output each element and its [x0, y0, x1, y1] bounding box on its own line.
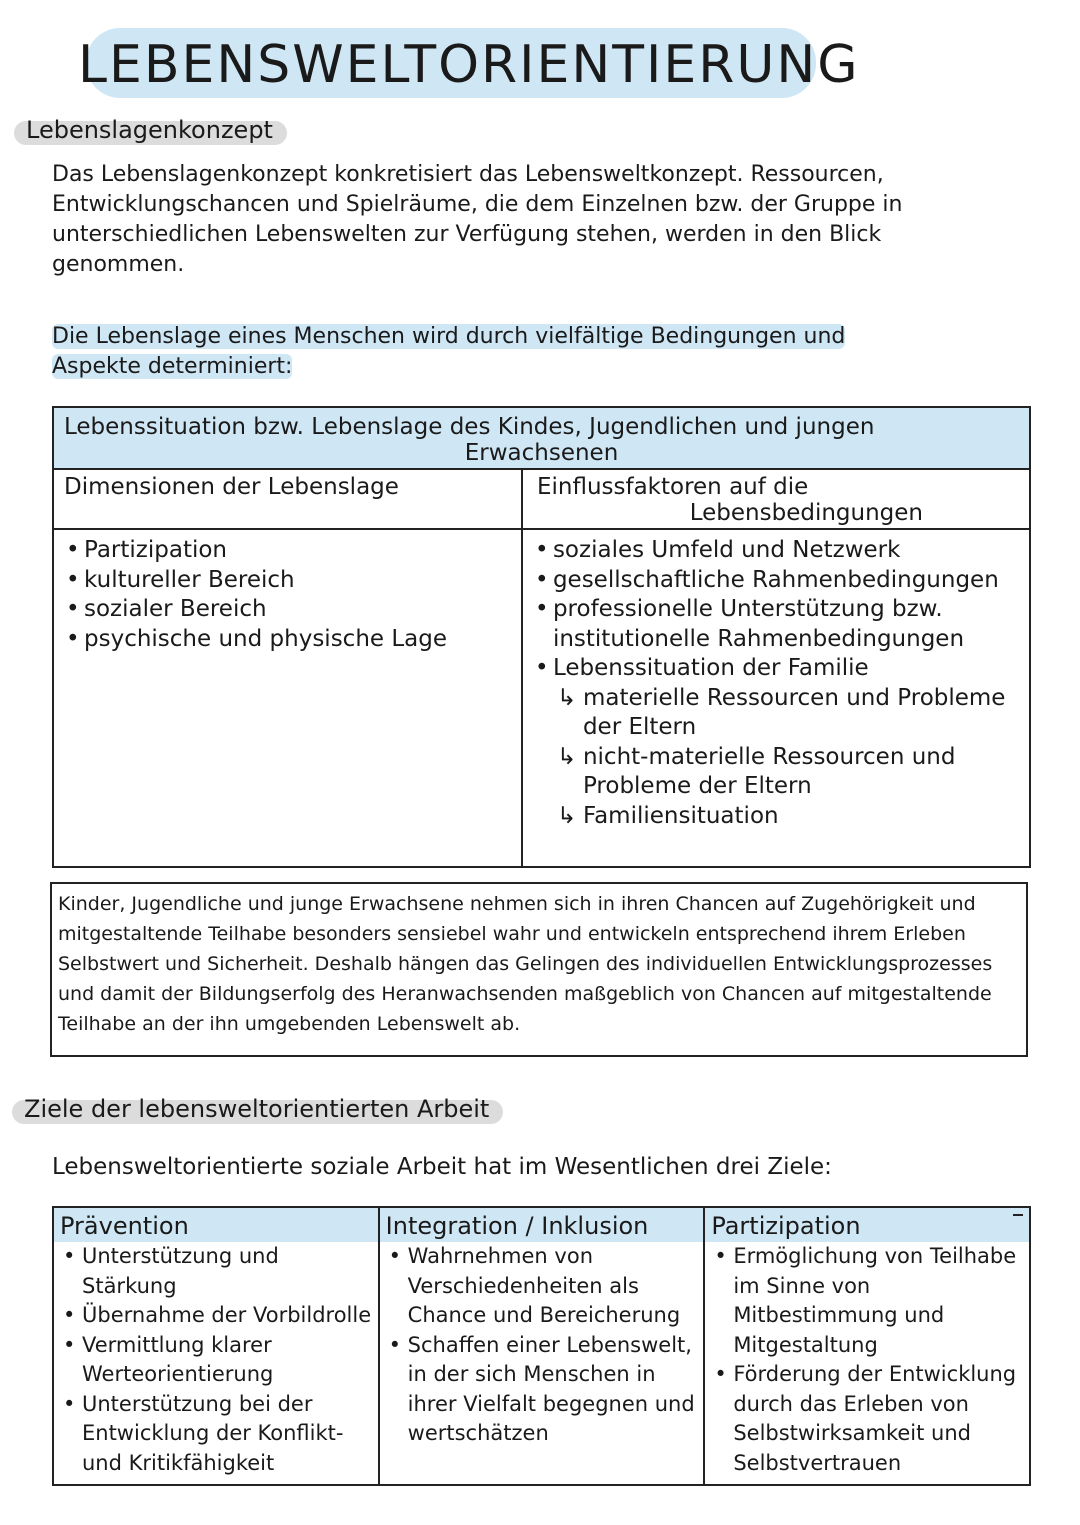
intro-paragraph: Das Lebenslagenkonzept konkretisiert das Lebensweltkonzept. Ressourcen, Entwicklungschancen und Spielräume, die dem Einzelnen bzw. der Gruppe in unterschiedlichen Lebenswelten zur Verfügung stehen, werden in den Blick genommen.	[52, 162, 903, 277]
goal-column-head: Integration / Inklusion	[380, 1208, 704, 1242]
goal-column-praevention	[53, 1207, 379, 1485]
factors-list-cell	[522, 529, 1030, 867]
list-item: • Förderung der Entwicklung durch das Erleben von Selbstwirksamkeit und Selbstvertrauen	[711, 1360, 1025, 1478]
goal-column-partizipation	[704, 1207, 1030, 1485]
sub-list-item: ↳ nicht-materielle Ressourcen und Probleme der Eltern	[553, 743, 1025, 802]
list-item: • Unterstützung bei der Entwicklung der Konflikt- und Kritikfähigkeit	[60, 1390, 374, 1479]
goal-column-head: Partizipation	[705, 1208, 1029, 1242]
corner-mark	[1013, 1214, 1023, 1216]
list-item: • gesellschaftliche Rahmenbedingungen	[531, 566, 1025, 596]
summary-box: Kinder, Jugendliche und junge Erwachsene nehmen sich in ihren Chancen auf Zugehörigkeit und mitgestaltende Teilhabe besonders sensiebel wahr und entwickeln entsprechend ihrem Erleben Selbstwert und Sicherheit. Deshalb hängen das Gelingen des individuellen Entwicklungsprozesses und damit der Bildungserfolg des Heranwachsenden maßgeblich von Chancen auf mitgestaltende Teilhabe an der ihn umgebenden Lebenswelt ab.	[50, 882, 1028, 1057]
list-item: • soziales Umfeld und Netzwerk	[531, 536, 1025, 566]
list-item: • professionelle Unterstützung bzw. institutionelle Rahmenbedingungen	[531, 595, 1025, 654]
lebenslage-table-header	[53, 407, 1030, 469]
dimensions-list-cell	[53, 529, 522, 867]
list-item: • Unterstützung und Stärkung	[60, 1242, 374, 1301]
factors-head-line-1: Einflussfaktoren auf die	[536, 474, 809, 500]
para-line-2: Aspekte determiniert:	[52, 354, 293, 379]
lebenslage-table	[52, 406, 1031, 868]
dimensions-column-head: Dimensionen der Lebenslage	[53, 469, 522, 529]
section-heading-text: Lebenslagenkonzept	[26, 116, 273, 144]
sub-list-item: ↳ Familiensituation	[553, 802, 1025, 832]
goal-list	[386, 1242, 700, 1449]
list-item: • Partizipation	[62, 536, 517, 566]
list-item: • psychische und physische Lage	[62, 625, 517, 655]
list-item: • kultureller Bereich	[62, 566, 517, 596]
goals-intro: Lebensweltorientierte soziale Arbeit hat im Wesentlichen drei Ziele:	[52, 1154, 832, 1180]
list-item: • sozialer Bereich	[62, 595, 517, 625]
goal-list	[711, 1242, 1025, 1478]
para-line-1: Die Lebenslage eines Menschen wird durch vielfältige Bedingungen und	[52, 324, 846, 349]
list-item: • Schaffen einer Lebenswelt, in der sich Menschen in ihrer Vielfalt begegnen und wertschätzen	[386, 1331, 700, 1449]
list-item	[531, 654, 1025, 831]
factors-column-head	[522, 469, 1030, 529]
list-item: • Wahrnehmen von Verschiedenheiten als Chance und Bereicherung	[386, 1242, 700, 1331]
header-line-2: Erwachsenen	[464, 440, 619, 466]
factors-head-line-2: Lebensbedingungen	[689, 500, 923, 526]
family-situation-label: Lebenssituation der Familie	[552, 655, 869, 681]
page-title: LEBENSWELTORIENTIERUNG	[78, 35, 860, 95]
factors-list	[531, 536, 1025, 831]
goal-column-head: Prävention	[54, 1208, 378, 1242]
goal-list	[60, 1242, 374, 1478]
sub-list-item: ↳ materielle Ressourcen und Probleme der Eltern	[553, 684, 1025, 743]
goal-column-integration	[379, 1207, 705, 1485]
dimensions-list	[62, 536, 517, 654]
header-line-1: Lebenssituation bzw. Lebenslage des Kindes, Jugendlichen und jungen	[64, 414, 875, 440]
list-item: • Vermittlung klarer Werteorientierung	[60, 1331, 374, 1390]
goals-table	[52, 1206, 1031, 1486]
list-item: • Übernahme der Vorbildrolle	[60, 1301, 374, 1331]
lebenslage-paragraph	[52, 322, 1002, 382]
section-heading-lebenslagenkonzept	[26, 113, 273, 147]
section-heading-text: Ziele der lebensweltorientierten Arbeit	[24, 1095, 490, 1123]
list-item: • Ermöglichung von Teilhabe im Sinne von Mitbestimmung und Mitgestaltung	[711, 1242, 1025, 1360]
page-title-block	[78, 10, 860, 120]
section-heading-ziele	[24, 1092, 489, 1126]
